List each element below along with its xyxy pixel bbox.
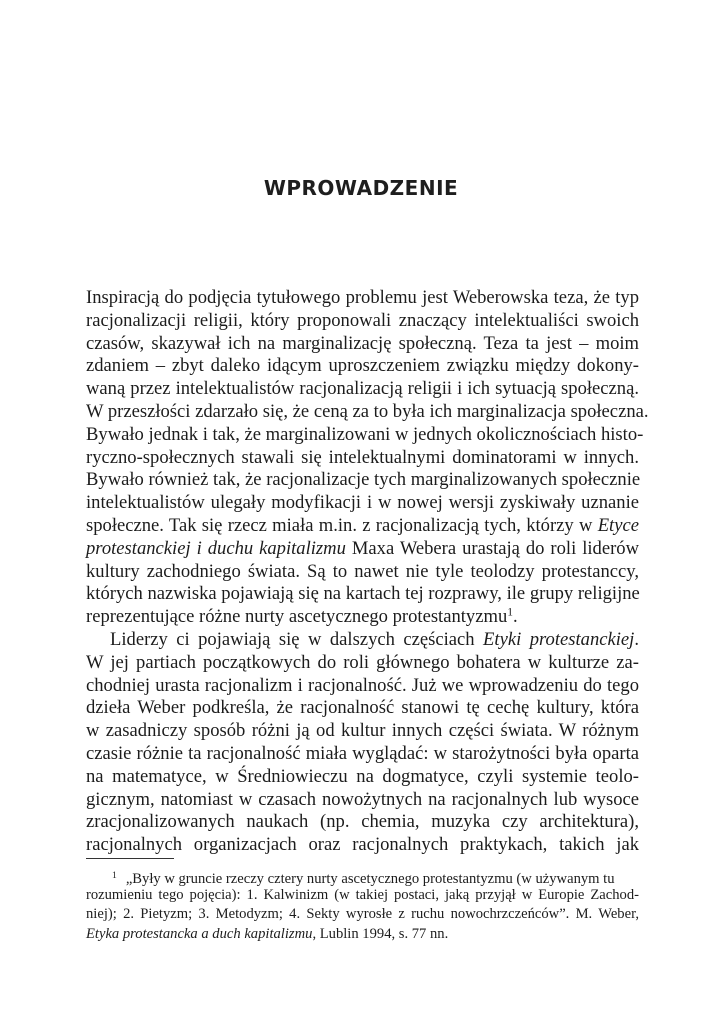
text-line [86, 606, 639, 629]
text-line: Bywało jednak i tak, że marginalizowani w jednych okolicznościach histo- [86, 423, 644, 445]
text-line: racjonalizacji religii, który proponowali znaczący intelektualiści swoich [86, 309, 639, 331]
footnote-separator [86, 858, 174, 859]
footnote-line: rozumieniu tego pojęcia): 1. Kalwinizm (w takiej postaci, jaką przyjął w Europie Zachod- [86, 886, 639, 903]
text-line: kultury zachodniego świata. Są to nawet nie tyle teolodzy protestanccy, [86, 560, 639, 582]
text-line [86, 629, 639, 652]
text-line [86, 515, 639, 538]
main-text [86, 287, 649, 857]
footnote-marker: 1 [112, 870, 117, 881]
text-line: na matematyce, w Średniowieczu na dogmatyce, czyli systemie teolo- [86, 765, 639, 787]
footnote-line [86, 866, 639, 886]
text-line: zdaniem – zbyt daleko idącym uproszczeniem związku między dokony- [86, 355, 639, 377]
text-line: ryczno-społecznych stawali się intelektualnymi dominatorami w innych. [86, 446, 639, 468]
text-line: których nazwiska pojawiają się na kartach tej rozprawy, ile grupy religijne [86, 583, 640, 605]
text-segment: Maxa Webera urastają do roli liderów [345, 537, 639, 559]
text-line: W jej partiach początkowych do roli głównego bohatera w kulturze za- [86, 651, 639, 673]
text-segment: . [513, 606, 518, 628]
text-line: w zasadniczy sposób różni ją od kultur innych części świata. W różnym [86, 720, 639, 742]
text-segment: społeczne. Tak się rzecz miała m.in. z racjonalizacją tych, którzy w [86, 514, 598, 536]
text-line: racjonalnych organizacjach oraz racjonalnych praktykach, takich jak [86, 834, 639, 856]
text-line: gicznym, natomiast w czasach nowożytnych na racjonalnych lub wysoce [86, 788, 639, 810]
text-line: czasie różnie ta racjonalność miała wyglądać: w starożytności była oparta [86, 742, 639, 764]
footnote [86, 866, 639, 945]
footnote-line [86, 925, 639, 945]
text-line: waną przez intelektualistów racjonalizacją religii i ich sytuacją społeczną. [86, 378, 639, 400]
text-line: czasów, skazywał ich na marginalizację społeczną. Teza ta jest – moim [86, 332, 639, 354]
chapter-heading: WPROWADZENIE [263, 176, 459, 200]
text-segment: . [634, 628, 639, 650]
text-segment: reprezentujące różne nurty ascetycznego protestantyzmu [86, 606, 508, 628]
text-line: dzieła Weber podkreśla, że racjonalność stanowi tę cechę kultury, która [86, 697, 639, 719]
text-line: W przeszłości zdarzało się, że ceną za to była ich marginalizacja społeczna. [86, 400, 649, 422]
book-title-italic: Etyki protestanckiej [483, 628, 635, 650]
text-line: Inspiracją do podjęcia tytułowego problemu jest Weberowska teza, że typ [86, 287, 639, 308]
text-line: zracjonalizowanych naukach (np. chemia, muzyka czy architektura), [86, 811, 639, 833]
text-line: Bywało również tak, że racjonalizacje tych marginalizowanych społecznie [86, 469, 641, 491]
book-title-italic: Etyce [597, 514, 639, 536]
text-line [86, 538, 639, 561]
text-line: chodniej urasta racjonalizm i racjonalność. Już we wprowadzeniu do tego [86, 674, 639, 696]
text-line: intelektualistów ulegały modyfikacji i w nowej wersji zyskiwały uznanie [86, 492, 639, 514]
footnote-line: niej); 2. Pietyzm; 3. Metodyzm; 4. Sekty wyrosłe z ruchu nowochrzczeńców”. M. Weber, [86, 906, 639, 923]
footnote-reference[interactable]: 1 [507, 606, 514, 619]
text-segment: , Lublin 1994, s. 77 nn. [312, 926, 449, 943]
text-segment: „Były w gruncie rzeczy cztery nurty ascetycznego protestantyzmu (w używanym tu [125, 870, 615, 887]
text-segment: Liderzy ci pojawiają się w dalszych częściach [110, 628, 484, 650]
book-title-italic: protestanckiej i duchu kapitalizmu [86, 537, 346, 559]
book-title-italic: Etyka protestancka a duch kapitalizmu [86, 926, 313, 943]
